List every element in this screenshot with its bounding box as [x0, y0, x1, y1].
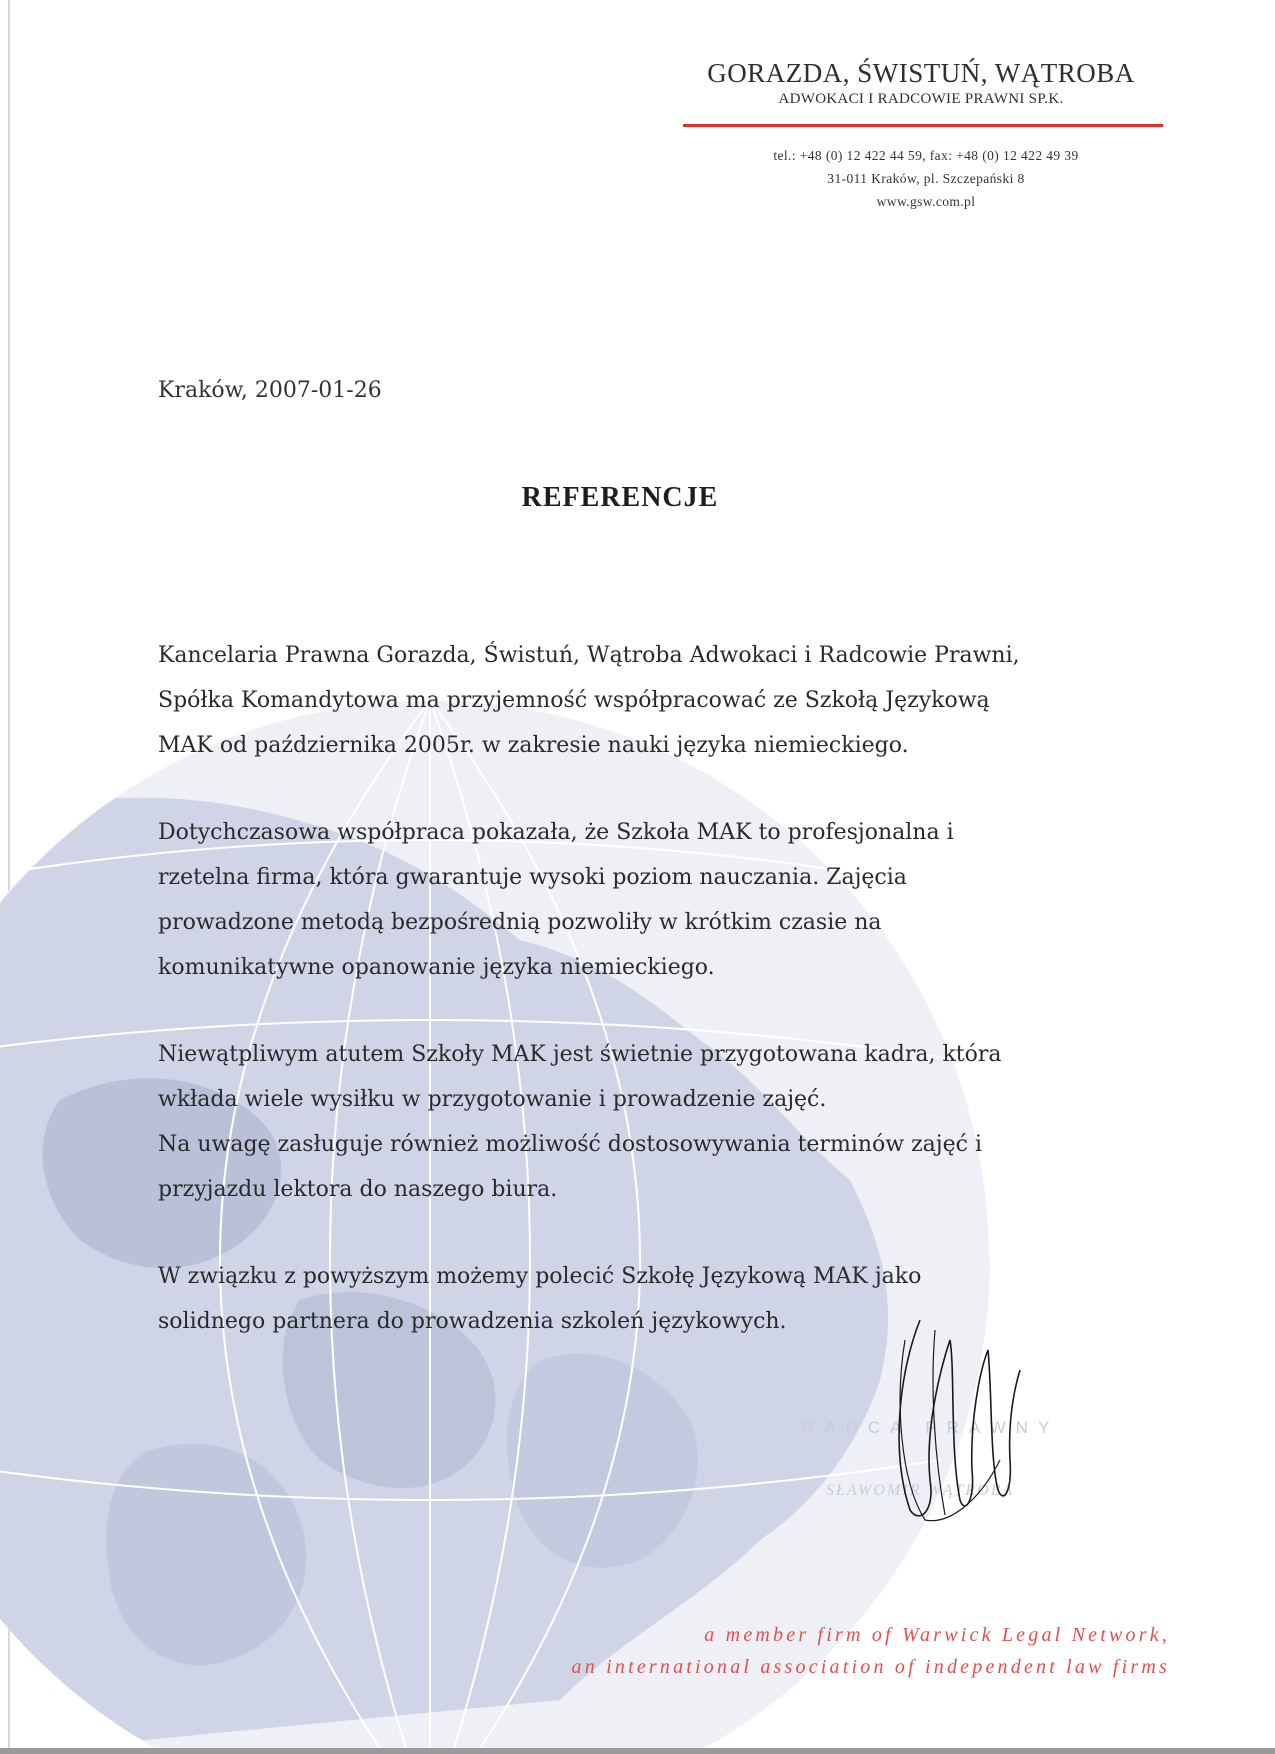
firm-subtitle: ADWOKACI I RADCOWIE PRAWNI SP.K.: [778, 91, 1064, 107]
letter-title: REFERENCJE: [521, 482, 719, 513]
text-line: MAK od października 2005r. w zakresie nauki języka niemieckiego.: [158, 733, 909, 758]
text-line: wkłada wiele wysiłku w przygotowanie i prowadzenie zajęć.: [158, 1087, 827, 1112]
contact-website: www.gsw.com.pl: [876, 194, 976, 209]
firm-name: GORAZDA, ŚWISTUŃ, WĄTROBA: [707, 58, 1135, 88]
footer-network-line: a member firm of Warwick Legal Network,: [704, 1624, 1170, 1646]
text-line: Na uwagę zasługuje również możliwość dostosowywania terminów zajęć i: [158, 1132, 982, 1157]
text-line: Niewątpliwym atutem Szkoły MAK jest świetnie przygotowana kadra, która: [158, 1042, 1002, 1067]
text-line: W związku z powyższym możemy polecić Szkołę Językową MAK jako: [158, 1264, 922, 1289]
footer-association-line: an international association of independent law firms: [571, 1656, 1170, 1678]
letterhead: [680, 58, 1162, 108]
stamp-title: RADCA PRAWNY: [802, 1418, 1060, 1437]
stamp-name: SŁAWOMIR WĄTROBA: [826, 1482, 1015, 1499]
text-line: solidnego partnera do prowadzenia szkoleń językowych.: [158, 1309, 787, 1334]
contact-address: 31-011 Kraków, pl. Szczepański 8: [827, 171, 1025, 186]
text-line: rzetelna firma, która gwarantuje wysoki poziom nauczania. Zajęcia: [158, 865, 907, 890]
paragraph-2: [158, 810, 1118, 990]
text-line: Kancelaria Prawna Gorazda, Świstuń, Wątroba Adwokaci i Radcowie Prawni,: [158, 643, 1020, 668]
scan-bottom-edge: [0, 1748, 1275, 1754]
contact-phone-fax: tel.: +48 (0) 12 422 44 59, fax: +48 (0) 12 422 49 39: [773, 148, 1079, 163]
signature: [880, 1310, 1030, 1530]
letterhead-divider: [683, 124, 1163, 127]
paragraph-3: [158, 1032, 1118, 1212]
text-line: prowadzone metodą bezpośrednią pozwoliły w krótkim czasie na: [158, 910, 882, 935]
text-line: Spółka Komandytowa ma przyjemność współpracować ze Szkołą Językową: [158, 688, 990, 713]
letter-date: Kraków, 2007-01-26: [158, 378, 382, 403]
text-line: przyjazdu lektora do naszego biura.: [158, 1177, 558, 1202]
contact-block: [706, 144, 1146, 213]
text-line: Dotychczasowa współpraca pokazała, że Szkoła MAK to profesjonalna i: [158, 820, 954, 845]
paragraph-1: [158, 633, 1118, 768]
text-line: komunikatywne opanowanie języka niemieckiego.: [158, 955, 715, 980]
